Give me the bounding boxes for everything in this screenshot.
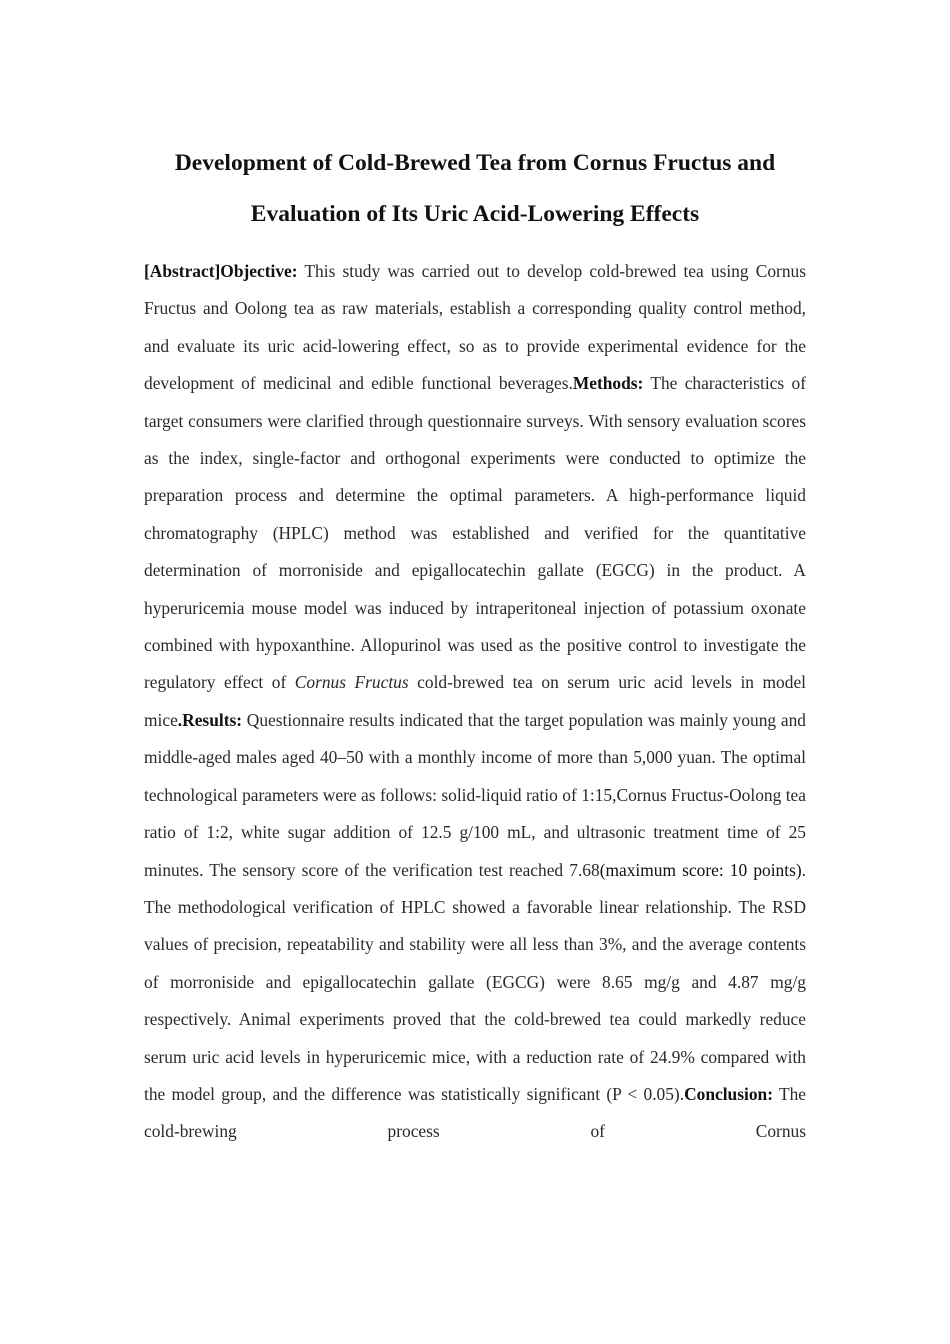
conclusion-label: Conclusion: (684, 1083, 773, 1104)
conclusion-text: The cold-brewing process of Cornus (144, 1083, 806, 1142)
results-label: .Results: (177, 709, 243, 730)
objective-text: This study was carried out to develop cold-brewed tea using Cornus Fructus and Oolong tea as raw materials, establish a corresponding quality control method, and evaluate its uric acid-lowering effect, so as to provide experimental evidence for the development of medicinal and edible functional beverages. (144, 261, 806, 394)
title-line-1: Development of Cold-Brewed Tea from Cornus Fructus and (174, 150, 776, 176)
title-line-2: Evaluation of Its Uric Acid-Lowering Effects (250, 200, 700, 227)
methods-text-b: cold-brewed tea on serum uric acid levels in model mice (144, 672, 806, 730)
methods-text-a: The characteristics of target consumers were clarified through questionnaire surveys. With sensory evaluation scores as the index, single-factor and orthogonal experiments were conducted to optimize the preparation process and determine the optimal parameters. A high-performance liquid chromatography (HPLC) method was established and verified for the quantitative determination of morroniside and epigallocatechin gallate (EGCG) in the product. A hyperuricemia mouse model was induced by intraperitoneal injection of potassium oxonate combined with hypoxanthine. Allopurinol was used as the positive control to investigate the regulatory effect of (144, 373, 806, 693)
abstract-paragraph (144, 253, 806, 1151)
results-max-score: (maximum score: 10 points) (599, 859, 802, 880)
methods-italic-term: Cornus Fructus (294, 672, 409, 693)
results-text-b: -Oolong tea ratio of 1:2, white sugar addition of 12.5 g/100 mL, and ultrasonic treatment time of 25 minutes. The sensory score of the verification test reached 7.68 (144, 784, 806, 880)
results-text-a: Questionnaire results indicated that the target population was mainly young and middle-aged males aged 40–50 with a monthly income of more than 5,000 yuan. The optimal technological parameters were as follows: solid-liquid ratio of 1:15,Cornus Fructu (144, 709, 806, 805)
results-italic-s: s (716, 784, 724, 805)
objective-label: Objective: (220, 261, 298, 281)
methods-label: Methods: (572, 373, 644, 394)
abstract-label: [Abstract] (144, 261, 221, 281)
paper-title (144, 138, 806, 239)
results-text-c: . The methodological verification of HPLC showed a favorable linear relationship. The RSD values of precision, repeatability and stability were all less than 3%, and the average contents of morroniside and epigallocatechin gallate (EGCG) were 8.65 mg/g and 4.87 mg/g respectively. Animal experiments proved that the cold-brewed tea could markedly reduce serum uric acid levels in hyperuricemic mice, with a reduction rate of 24.9% compared with the model group, and the difference was statistically significant (P < 0.05). (144, 859, 806, 1104)
paper-page (144, 138, 806, 1151)
